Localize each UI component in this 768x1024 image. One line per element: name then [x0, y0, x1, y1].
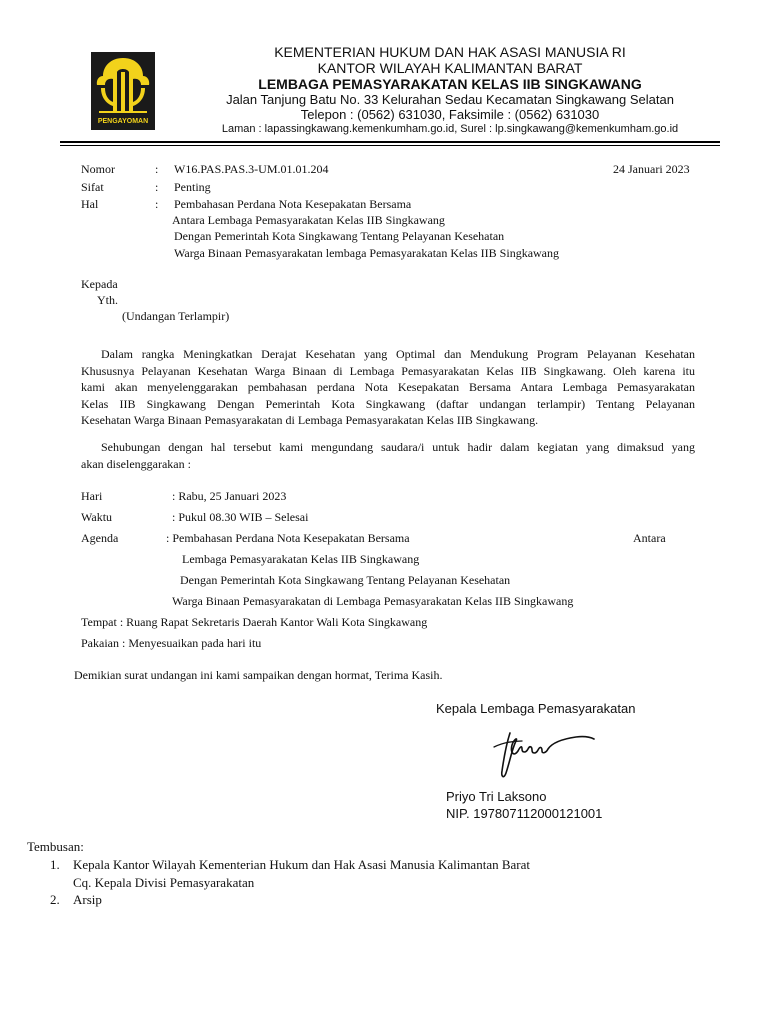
- agenda-line: Warga Binaan Pemasyarakatan di Lembaga Pemasyarakatan Kelas IIB Singkawang: [172, 594, 574, 608]
- paragraph-line: Kelas IIB Singkawang Dengan Pemerintah Kota Singkawang (daftar undangan terlampir) Tentang Pelayanan: [81, 396, 695, 411]
- cc-label: Tembusan:: [27, 839, 84, 854]
- letterhead-rule-thin: [60, 145, 720, 146]
- cc-item-number: 1.: [50, 857, 60, 872]
- kepada-label: Kepada: [81, 277, 118, 291]
- paragraph-line: akan diselenggarakan :: [81, 456, 191, 471]
- waktu-label: Waktu: [81, 510, 113, 524]
- address: Jalan Tanjung Batu No. 33 Kelurahan Sedau Kecamatan Singkawang Selatan: [226, 92, 674, 107]
- paragraph-line: Khususnya Pelayanan Kesehatan Warga Binaan di Lembaga Pemasyarakatan Kelas IIB Singkawang. Oleh karena itu: [81, 363, 695, 378]
- colon: :: [155, 180, 159, 194]
- regional-office: KANTOR WILAYAH KALIMANTAN BARAT: [317, 60, 583, 76]
- tempat-line: Tempat : Ruang Rapat Sekretaris Daerah Kantor Wali Kota Singkawang: [81, 615, 428, 629]
- logo-label: PENGAYOMAN: [97, 118, 149, 125]
- sifat-label: Sifat: [81, 180, 104, 194]
- paragraph-line: kami akan menyelenggarakan pembahasan perdana Nota Kesepakatan Bersama Antara Lembaga Pemasyarakatan: [81, 380, 695, 394]
- paragraph-line: Dalam rangka Meningkatkan Derajat Kesehatan yang Optimal dan Mendukung Program Pelayanan Kesehatan: [101, 347, 695, 361]
- yth-label: Yth.: [97, 293, 118, 307]
- institution-name: LEMBAGA PEMASYARAKATAN KELAS IIB SINGKAWANG: [258, 76, 642, 92]
- letter-date: 24 Januari 2023: [613, 162, 690, 176]
- cc-item-text: Cq. Kepala Divisi Pemasyarakatan: [73, 875, 255, 890]
- hal-label: Hal: [81, 197, 99, 211]
- body-paragraph-1: [81, 346, 695, 429]
- cc-item-text: Arsip: [73, 892, 102, 907]
- handwritten-signature: [492, 727, 597, 785]
- hal-line: Warga Binaan Pemasyarakatan lembaga Pemasyarakatan Kelas IIB Singkawang: [174, 246, 560, 260]
- closing-line: Demikian surat undangan ini kami sampaikan dengan hormat, Terima Kasih.: [74, 668, 443, 682]
- colon: :: [155, 197, 159, 211]
- hal-line: Dengan Pemerintah Kota Singkawang Tentang Pelayanan Kesehatan: [174, 229, 505, 243]
- agenda-label: Agenda: [81, 531, 119, 545]
- agenda-line-end: Antara: [633, 531, 666, 545]
- waktu-value: : Pukul 08.30 WIB – Selesai: [172, 510, 309, 524]
- phone-fax: Telepon : (0562) 631030, Faksimile : (0562) 631030: [300, 107, 600, 122]
- signer-nip: NIP. 197807112000121001: [446, 806, 603, 821]
- agenda-line: Lembaga Pemasyarakatan Kelas IIB Singkawang: [182, 552, 420, 566]
- cc-item-number: 2.: [50, 892, 60, 907]
- hari-value: : Rabu, 25 Januari 2023: [172, 489, 287, 503]
- pakaian-line: Pakaian : Menyesuaikan pada hari itu: [81, 636, 262, 650]
- agenda-line: Dengan Pemerintah Kota Singkawang Tentang Pelayanan Kesehatan: [180, 573, 511, 587]
- paragraph-line: Sehubungan dengan hal tersebut kami mengundang saudara/i untuk hadir dalam kegiatan yang dimaksud yang: [101, 440, 695, 454]
- letterhead-rule-thick: [60, 141, 720, 143]
- paragraph-line: Kesehatan Warga Binaan Pemasyarakatan di Lembaga Pemasyarakatan Kelas IIB Singkawang.: [81, 413, 539, 427]
- ministry-name: KEMENTERIAN HUKUM DAN HAK ASASI MANUSIA RI: [274, 44, 626, 60]
- sifat-value: Penting: [174, 180, 211, 194]
- undangan-note: (Undangan Terlampir): [122, 309, 230, 323]
- hari-label: Hari: [81, 489, 103, 503]
- nomor-label: Nomor: [81, 162, 115, 176]
- signer-title: Kepala Lembaga Pemasyarakatan: [436, 701, 636, 716]
- hal-line: Pembahasan Perdana Nota Kesepakatan Bersama: [174, 197, 412, 211]
- colon: :: [155, 162, 159, 176]
- agenda-line: : Pembahasan Perdana Nota Kesepakatan Bersama: [166, 531, 410, 545]
- signer-name: Priyo Tri Laksono: [446, 789, 547, 804]
- website-email: Laman : lapassingkawang.kemenkumham.go.id, Surel : lp.singkawang@kemenkumham.go.id: [221, 123, 679, 135]
- hal-line: Antara Lembaga Pemasyarakatan Kelas IIB Singkawang: [172, 213, 445, 227]
- body-paragraph-2: [81, 439, 695, 472]
- nomor-value: W16.PAS.PAS.3-UM.01.01.204: [174, 162, 329, 176]
- ministry-logo: [91, 52, 155, 130]
- cc-item-text: Kepala Kantor Wilayah Kementerian Hukum dan Hak Asasi Manusia Kalimantan Barat: [73, 857, 530, 872]
